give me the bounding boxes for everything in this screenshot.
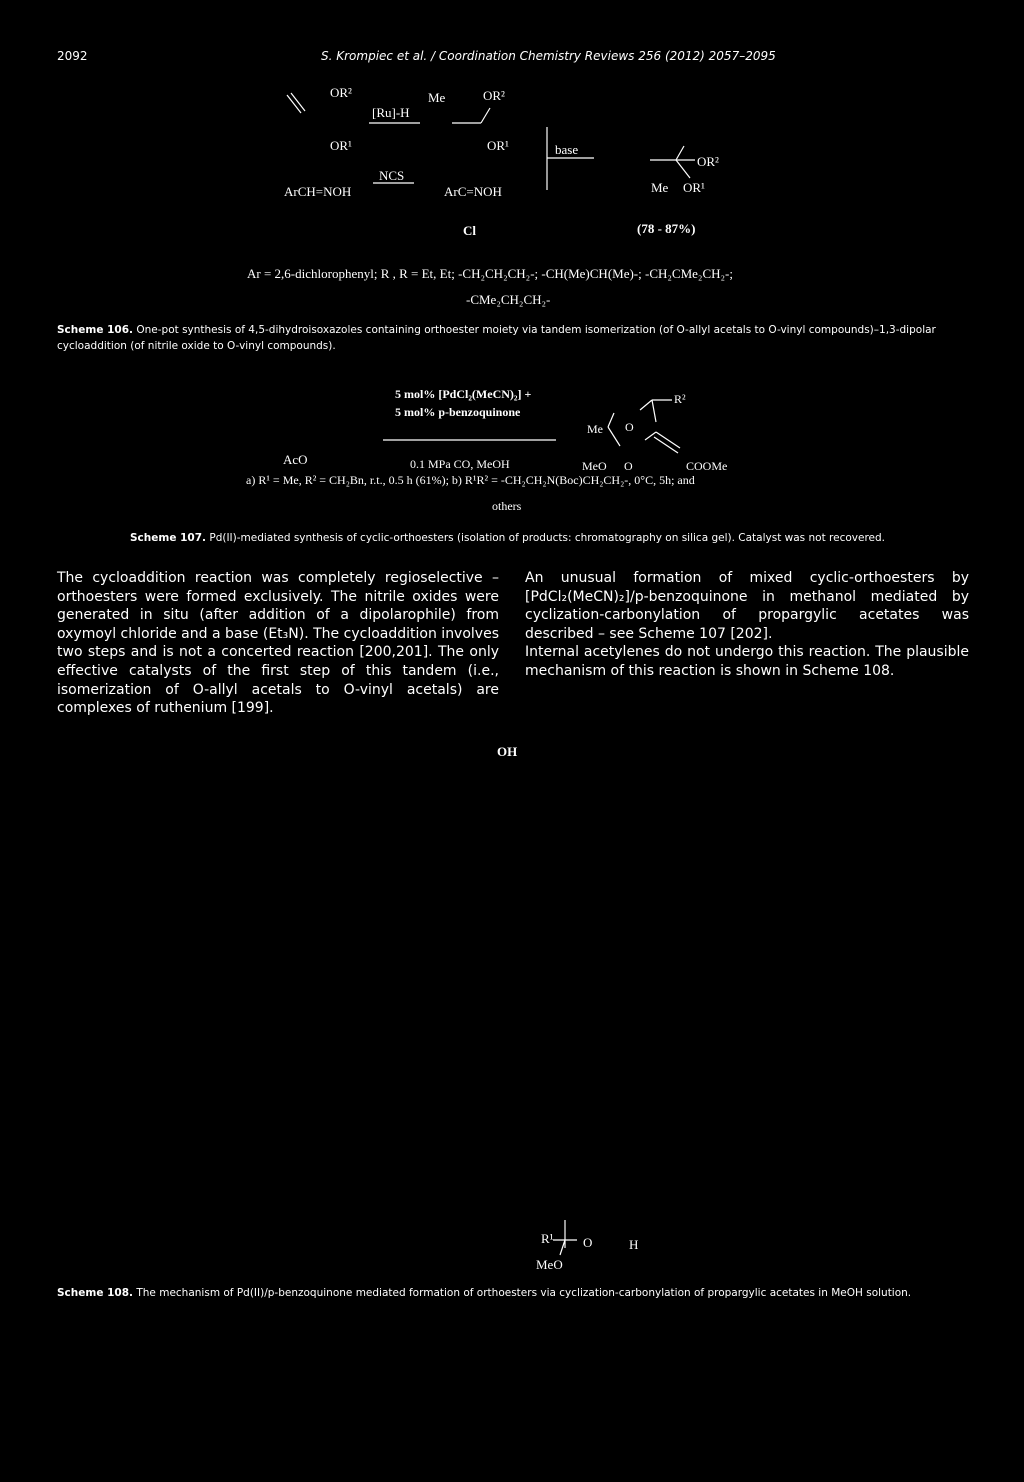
s106-base: base <box>555 142 579 157</box>
s106-cl: Cl <box>463 223 476 238</box>
s107-o-top: O <box>625 420 634 434</box>
s106-or2-top: OR² <box>483 88 505 103</box>
s107-r2: R² <box>674 392 686 406</box>
s106-ar-definition: Ar = 2,6-dichlorophenyl; R , R = Et, Et; -CH₂CH₂CH₂-; -CH(Me)CH(Me)-; -CH₂CMe₂CH₂-; <box>247 266 733 281</box>
s106-yield: (78 - 87%) <box>637 221 696 236</box>
s107-notes-cont: others <box>492 499 522 513</box>
s106-or2-top-left: OR² <box>330 85 352 100</box>
bond-right-up <box>676 146 684 160</box>
s107-condition-2: 5 mol% p-benzoquinone <box>395 405 521 419</box>
s107-notes: a) R¹ = Me, R² = CH₂Bn, r.t., 0.5 h (61%); b) R¹R² = -CH₂CH₂N(Boc)CH₂CH₂-, 0°C, 5h; and <box>246 473 695 487</box>
bond-108-down <box>560 1240 565 1255</box>
right-paragraph-1: An unusual formation of mixed cyclic-orthoesters by [PdCl₂(MeCN)₂]/p-benzoquinone in methanol mediated by cyclization-carbonylation of propargylic acetates was described – see Scheme 107 [202]. <box>525 570 969 642</box>
double-bond-left-2 <box>291 93 305 111</box>
s108-o: O <box>583 1235 593 1250</box>
s107-meo: MeO <box>582 459 607 473</box>
s107-o-bottom: O <box>624 459 633 473</box>
s106-me-right: Me <box>651 180 669 195</box>
scheme108-caption <box>57 1285 969 1301</box>
ring-bond-1 <box>608 413 614 427</box>
exo-double-1 <box>656 432 680 448</box>
scheme108-caption-text: The mechanism of Pd(II)/p-benzoquinone mediated formation of orthoesters via cyclization-carbonylation of propargylic acetates in MeOH solution. <box>136 1287 912 1299</box>
bond-or2-up <box>481 108 490 123</box>
exo-double-2 <box>654 437 678 453</box>
right-paragraph-2: Internal acetylenes do not undergo this reaction. The plausible mechanism of this reaction is shown in Scheme 108. <box>525 644 969 679</box>
right-column <box>525 569 969 681</box>
ring-bond-6 <box>645 432 656 440</box>
scheme106-caption-text: One-pot synthesis of 4,5-dihydroisoxazoles containing orthoester moiety via tandem isomerization (of O-allyl acetals to O-vinyl compounds)–1,3-dipolar cycloaddition (of nitrile oxide to O-vinyl compounds). <box>57 324 936 352</box>
s106-arc-noh: ArC=NOH <box>444 184 502 199</box>
s108-h: H <box>629 1237 639 1252</box>
left-column <box>57 569 499 718</box>
s108-oh: OH <box>497 744 518 759</box>
s107-coome: COOMe <box>686 459 728 473</box>
scheme107-caption-text: Pd(II)-mediated synthesis of cyclic-orthoesters (isolation of products: chromatography on silica gel). Catalyst was not recovered. <box>209 532 885 544</box>
bond-right-down <box>676 160 690 178</box>
s106-or2-right: OR² <box>697 154 719 169</box>
s106-arch-noh: ArCH=NOH <box>284 184 352 199</box>
page-number: 2092 <box>57 49 88 63</box>
s106-or1-left: OR¹ <box>330 138 352 153</box>
ring-bond-3 <box>640 400 652 410</box>
scheme106-caption-label: Scheme 106. <box>57 324 134 336</box>
s106-me-top: Me <box>428 90 446 105</box>
s106-ru-label: [Ru]-H <box>372 105 410 120</box>
running-header: S. Krompiec et al. / Coordination Chemistry Reviews 256 (2012) 2057–2095 <box>321 49 776 63</box>
s107-condition-3: 0.1 MPa CO, MeOH <box>410 457 510 471</box>
s108-meo: MeO <box>536 1257 563 1272</box>
s107-condition-1: 5 mol% [PdCl₂(MeCN)₂] + <box>395 387 532 401</box>
double-bond-left <box>287 95 301 113</box>
s106-or1-mid: OR¹ <box>487 138 509 153</box>
scheme107-caption <box>130 530 930 546</box>
scheme108-caption-label: Scheme 108. <box>57 1287 134 1299</box>
s107-aco: AcO <box>283 452 308 467</box>
scheme106-caption <box>57 322 969 354</box>
s106-ar-definition-cont: -CMe₂CH₂CH₂- <box>466 292 551 307</box>
scheme107-caption-label: Scheme 107. <box>130 532 207 544</box>
s106-ncs: NCS <box>379 168 405 183</box>
s107-me: Me <box>587 422 603 436</box>
s108-r1: R¹ <box>541 1231 554 1246</box>
s106-or1-right: OR¹ <box>683 180 705 195</box>
left-paragraph: The cycloaddition reaction was completely regioselective – orthoesters were formed exclusively. The nitrile oxides were generated in situ (after addition of a dipolarophile) from oxymoyl chloride and a base (Et₃N). The cycloaddition involves two steps and is not a concerted reaction [200,201]. The only effective catalysts of the first step of this tandem (i.e., isomerization of O-allyl acetals to O-vinyl acetals) are complexes of ruthenium [199]. <box>57 570 499 717</box>
ring-bond-2 <box>608 427 620 446</box>
ring-bond-5 <box>652 400 656 422</box>
